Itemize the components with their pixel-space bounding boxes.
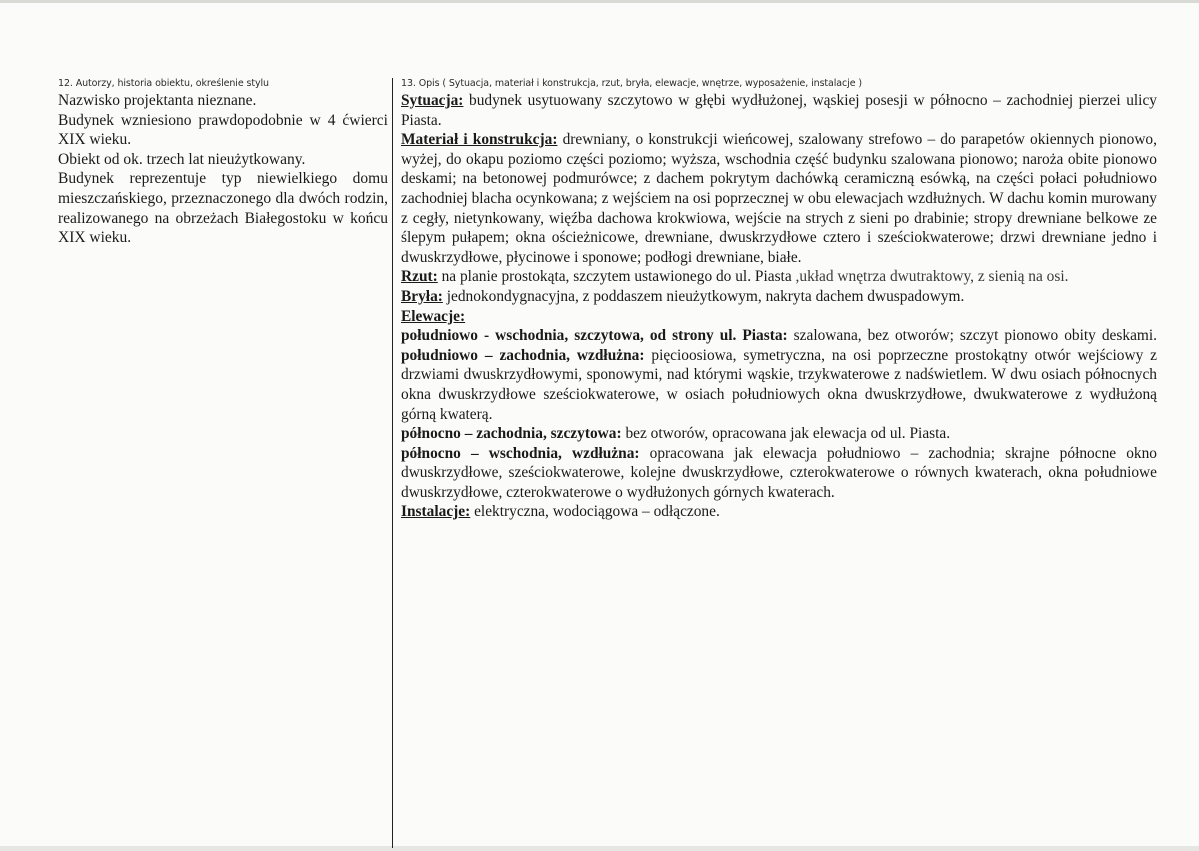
elevation-nw-label: północno – zachodnia, szczytowa: (401, 425, 622, 443)
elevation-sw-label: południowo – zachodnia, wzdłużna: (401, 346, 645, 364)
section-12-header: 12. Autorzy, historia obiektu, określenie stylu (58, 78, 269, 89)
designer-paragraph: Nazwisko projektanta nieznane. (58, 92, 257, 109)
construction-date-paragraph: Budynek wzniesiono prawdopodobnie w 4 ćwierci XIX wieku. (58, 111, 388, 149)
section-13-body (401, 91, 1157, 522)
elevation-ne-paragraph (401, 444, 1157, 503)
section-authors-history (58, 78, 388, 248)
elevation-se-text: szalowana, bez otworów; szczyt pionowo obity deskami. (787, 327, 1157, 345)
rzut-label: Rzut: (401, 268, 438, 286)
material-paragraph (401, 130, 1157, 267)
elevation-sw-text: pięcioosiowa, symetryczna, na osi poprzeczne prostokątny otwór wejściowy z drzwiami dwuskrzydłowymi, sponowymi, nad którymi wąskie, trzykwaterowe z nadświetlem. W dwu osiach północnych okna dwuskrzydłowe sześciokwaterowe, w osiach południowych okna dwuskrzydłowe, dwukwaterowe z wydłużoną górną kwaterą. (401, 346, 1157, 423)
section-description (401, 78, 1157, 522)
column-divider (392, 78, 393, 848)
rzut-text-insert: ,układ wnętrza dwutraktowy, z sienią na osi. (791, 268, 1069, 286)
elevation-ne-label: północno – wschodnia, wzdłużna: (401, 444, 640, 462)
sytuacja-paragraph (401, 91, 1157, 130)
section-13-header: 13. Opis ( Sytuacja, materiał i konstrukcja, rzut, bryła, elewacje, wnętrze, wyposażenie, instalacje ) (401, 78, 862, 89)
elewacje-heading (401, 307, 1157, 327)
scan-edge-top (0, 0, 1199, 3)
instalacje-paragraph (401, 502, 1157, 522)
instalacje-text: elektryczna, wodociągowa – odłączone. (470, 503, 720, 521)
instalacje-label: Instalacje: (401, 503, 471, 521)
bryla-text: jednokondygnacyjna, z poddaszem nieużytkowym, nakryta dachem dwuspadowym. (442, 287, 965, 305)
rzut-text: na planie prostokąta, szczytem ustawionego do ul. Piasta (437, 268, 792, 286)
elevations-south-paragraph (401, 326, 1157, 424)
bryla-paragraph (401, 287, 1157, 307)
rzut-paragraph (401, 267, 1157, 287)
elevation-nw-text: bez otworów, opracowana jak elewacja od ul. Piasta. (621, 425, 951, 443)
elevation-nw-paragraph (401, 424, 1157, 444)
elevation-se-label: południowo - wschodnia, szczytowa, od strony ul. Piasta: (401, 327, 788, 345)
usage-paragraph: Obiekt od ok. trzech lat nieużytkowany. (58, 150, 306, 168)
material-text: drewniany, o konstrukcji wieńcowej, szalowany strefowo – do parapetów okiennych pionowo, wyżej, do okapu poziomo części poziomo; wyższa, wschodnia część budynku szalowana pionowo; naroża obite pionowo deskami; na betonowej podmurówce; z dachem pokrytym dachówką ceramiczną esówką, na części połaci południowo zachodniej blacha ocynkowana; z wejściem na osi poprzecznej w obu elewacjach wzdłużnych. W dachu komin murowany z cegły, nietynkowany, więźba dachowa krokwiowa, wejście na strych z sieni po drabinie; stropy drewniane belkowe ze ślepym pułapem; okna ościeżnicowe, drewniane, dwuskrzydłowe cztero i sześciokwaterowe; drzwi drewniane jedno i dwuskrzydłowe, płycinowe i sponowe; podłogi drewniane, białe. (401, 131, 1157, 266)
elewacje-label: Elewacje: (401, 307, 466, 325)
style-paragraph: Budynek reprezentuje typ niewielkiego domu mieszczańskiego, przeznaczonego dla dwóch rodzin, realizowanego na obrzeżach Białegostoku w końcu XIX wieku. (58, 170, 388, 247)
material-label: Materiał i konstrukcja: (401, 131, 558, 149)
sytuacja-label: Sytuacja: (401, 92, 464, 109)
scan-edge-bottom (0, 846, 1199, 851)
section-12-body (58, 91, 388, 248)
elevation-ne-text: opracowana jak elewacja południowo – zachodnia; skrajne północne okno dwuskrzydłowe, sześciokwaterowe, kolejne dwuskrzydłowe, czterokwaterowe o równych kwaterach, okna południowe dwuskrzydłowe, czterokwaterowe o wydłużonych górnych kwaterach. (401, 444, 1157, 501)
sytuacja-text: budynek usytuowany szczytowo w głębi wydłużonej, wąskiej posesji w północno – zachodniej pierzei ulicy Piasta. (401, 92, 1157, 129)
bryla-label: Bryła: (401, 287, 443, 305)
